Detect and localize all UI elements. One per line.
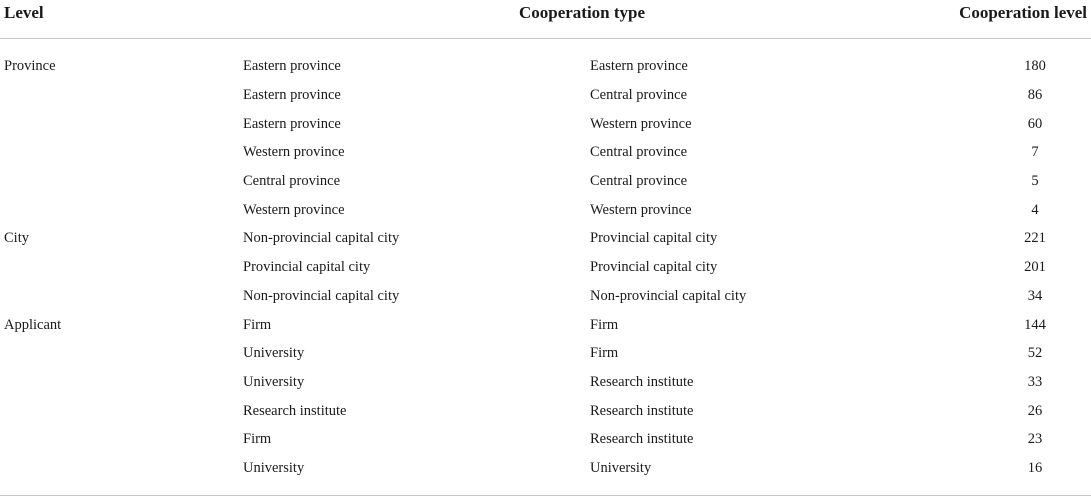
table-row <box>0 38 1091 81</box>
cell-level: Province <box>4 58 56 75</box>
cell-cooperation-level: 144 <box>1024 316 1046 333</box>
cell-type-b: Firm <box>590 316 619 333</box>
cell-level <box>0 196 243 225</box>
cell-level <box>0 454 243 495</box>
cell-type-b: Central province <box>590 173 688 190</box>
table-row <box>0 339 1091 368</box>
table-header <box>0 0 1091 38</box>
cell-type-b: University <box>590 459 652 476</box>
cell-type-b: Eastern province <box>590 58 688 75</box>
cell-type-b: Firm <box>590 345 619 362</box>
cell-cooperation-level: 26 <box>1027 402 1043 419</box>
cell-level: Applicant <box>4 316 62 333</box>
cell-level <box>0 253 243 282</box>
cell-level <box>0 368 243 397</box>
table-row <box>0 282 1091 311</box>
cell-type-b: Provincial capital city <box>590 230 718 247</box>
cell-type-b: Research institute <box>590 373 694 390</box>
cell-level <box>0 397 243 426</box>
cell-type-a: University <box>243 345 305 362</box>
cell-cooperation-level: 86 <box>1027 87 1043 104</box>
cell-level: City <box>4 230 29 247</box>
cell-type-a: Firm <box>243 316 272 333</box>
table-row <box>0 196 1091 225</box>
cell-cooperation-level: 52 <box>1027 345 1043 362</box>
cell-type-a: Eastern province <box>243 87 341 104</box>
cell-cooperation-level: 16 <box>1027 459 1043 476</box>
cell-level <box>0 81 243 110</box>
table-row <box>0 311 1091 340</box>
cell-cooperation-level: 180 <box>1024 58 1046 75</box>
cell-cooperation-level: 4 <box>1031 201 1039 218</box>
cell-level <box>0 139 243 168</box>
cell-level <box>0 425 243 454</box>
header-level: Level <box>0 0 243 38</box>
table-row <box>0 81 1091 110</box>
cell-level <box>0 339 243 368</box>
cell-type-a: Eastern province <box>243 115 341 132</box>
header-cooperation-level: Cooperation level <box>921 0 1091 38</box>
cell-type-a: University <box>243 459 305 476</box>
cell-cooperation-level: 33 <box>1027 373 1043 390</box>
cell-type-a: Non-provincial capital city <box>243 230 400 247</box>
cell-level <box>0 167 243 196</box>
cell-type-a: Research institute <box>243 402 347 419</box>
table-row <box>0 454 1091 495</box>
cell-cooperation-level: 34 <box>1027 287 1043 304</box>
cell-level <box>0 282 243 311</box>
cell-type-a: Western province <box>243 201 345 218</box>
table-row <box>0 397 1091 426</box>
cell-type-a: Central province <box>243 173 341 190</box>
cell-cooperation-level: 221 <box>1024 230 1046 247</box>
table-row <box>0 110 1091 139</box>
cell-type-a: Firm <box>243 431 272 448</box>
cell-type-b: Western province <box>590 201 692 218</box>
cell-type-a: Eastern province <box>243 58 341 75</box>
table-row <box>0 253 1091 282</box>
table-row <box>0 368 1091 397</box>
header-cooperation-type: Cooperation type <box>243 0 921 38</box>
table-row <box>0 139 1091 168</box>
cell-level <box>0 110 243 139</box>
cell-type-b: Western province <box>590 115 692 132</box>
cell-type-a: Non-provincial capital city <box>243 287 400 304</box>
cell-type-b: Central province <box>590 144 688 161</box>
cell-type-b: Provincial capital city <box>590 259 718 276</box>
cell-cooperation-level: 201 <box>1024 259 1046 276</box>
header-row <box>0 0 1091 38</box>
table-row <box>0 167 1091 196</box>
cell-cooperation-level: 5 <box>1031 173 1039 190</box>
cell-type-a: Provincial capital city <box>243 259 371 276</box>
cell-cooperation-level: 60 <box>1027 115 1043 132</box>
cell-type-b: Research institute <box>590 431 694 448</box>
cell-type-b: Central province <box>590 87 688 104</box>
cell-cooperation-level: 23 <box>1027 431 1043 448</box>
cell-type-b: Non-provincial capital city <box>590 287 747 304</box>
table-body <box>0 38 1091 495</box>
table-row <box>0 225 1091 254</box>
cell-type-b: Research institute <box>590 402 694 419</box>
cell-type-a: University <box>243 373 305 390</box>
cell-type-a: Western province <box>243 144 345 161</box>
table-row <box>0 425 1091 454</box>
cell-cooperation-level: 7 <box>1031 144 1039 161</box>
